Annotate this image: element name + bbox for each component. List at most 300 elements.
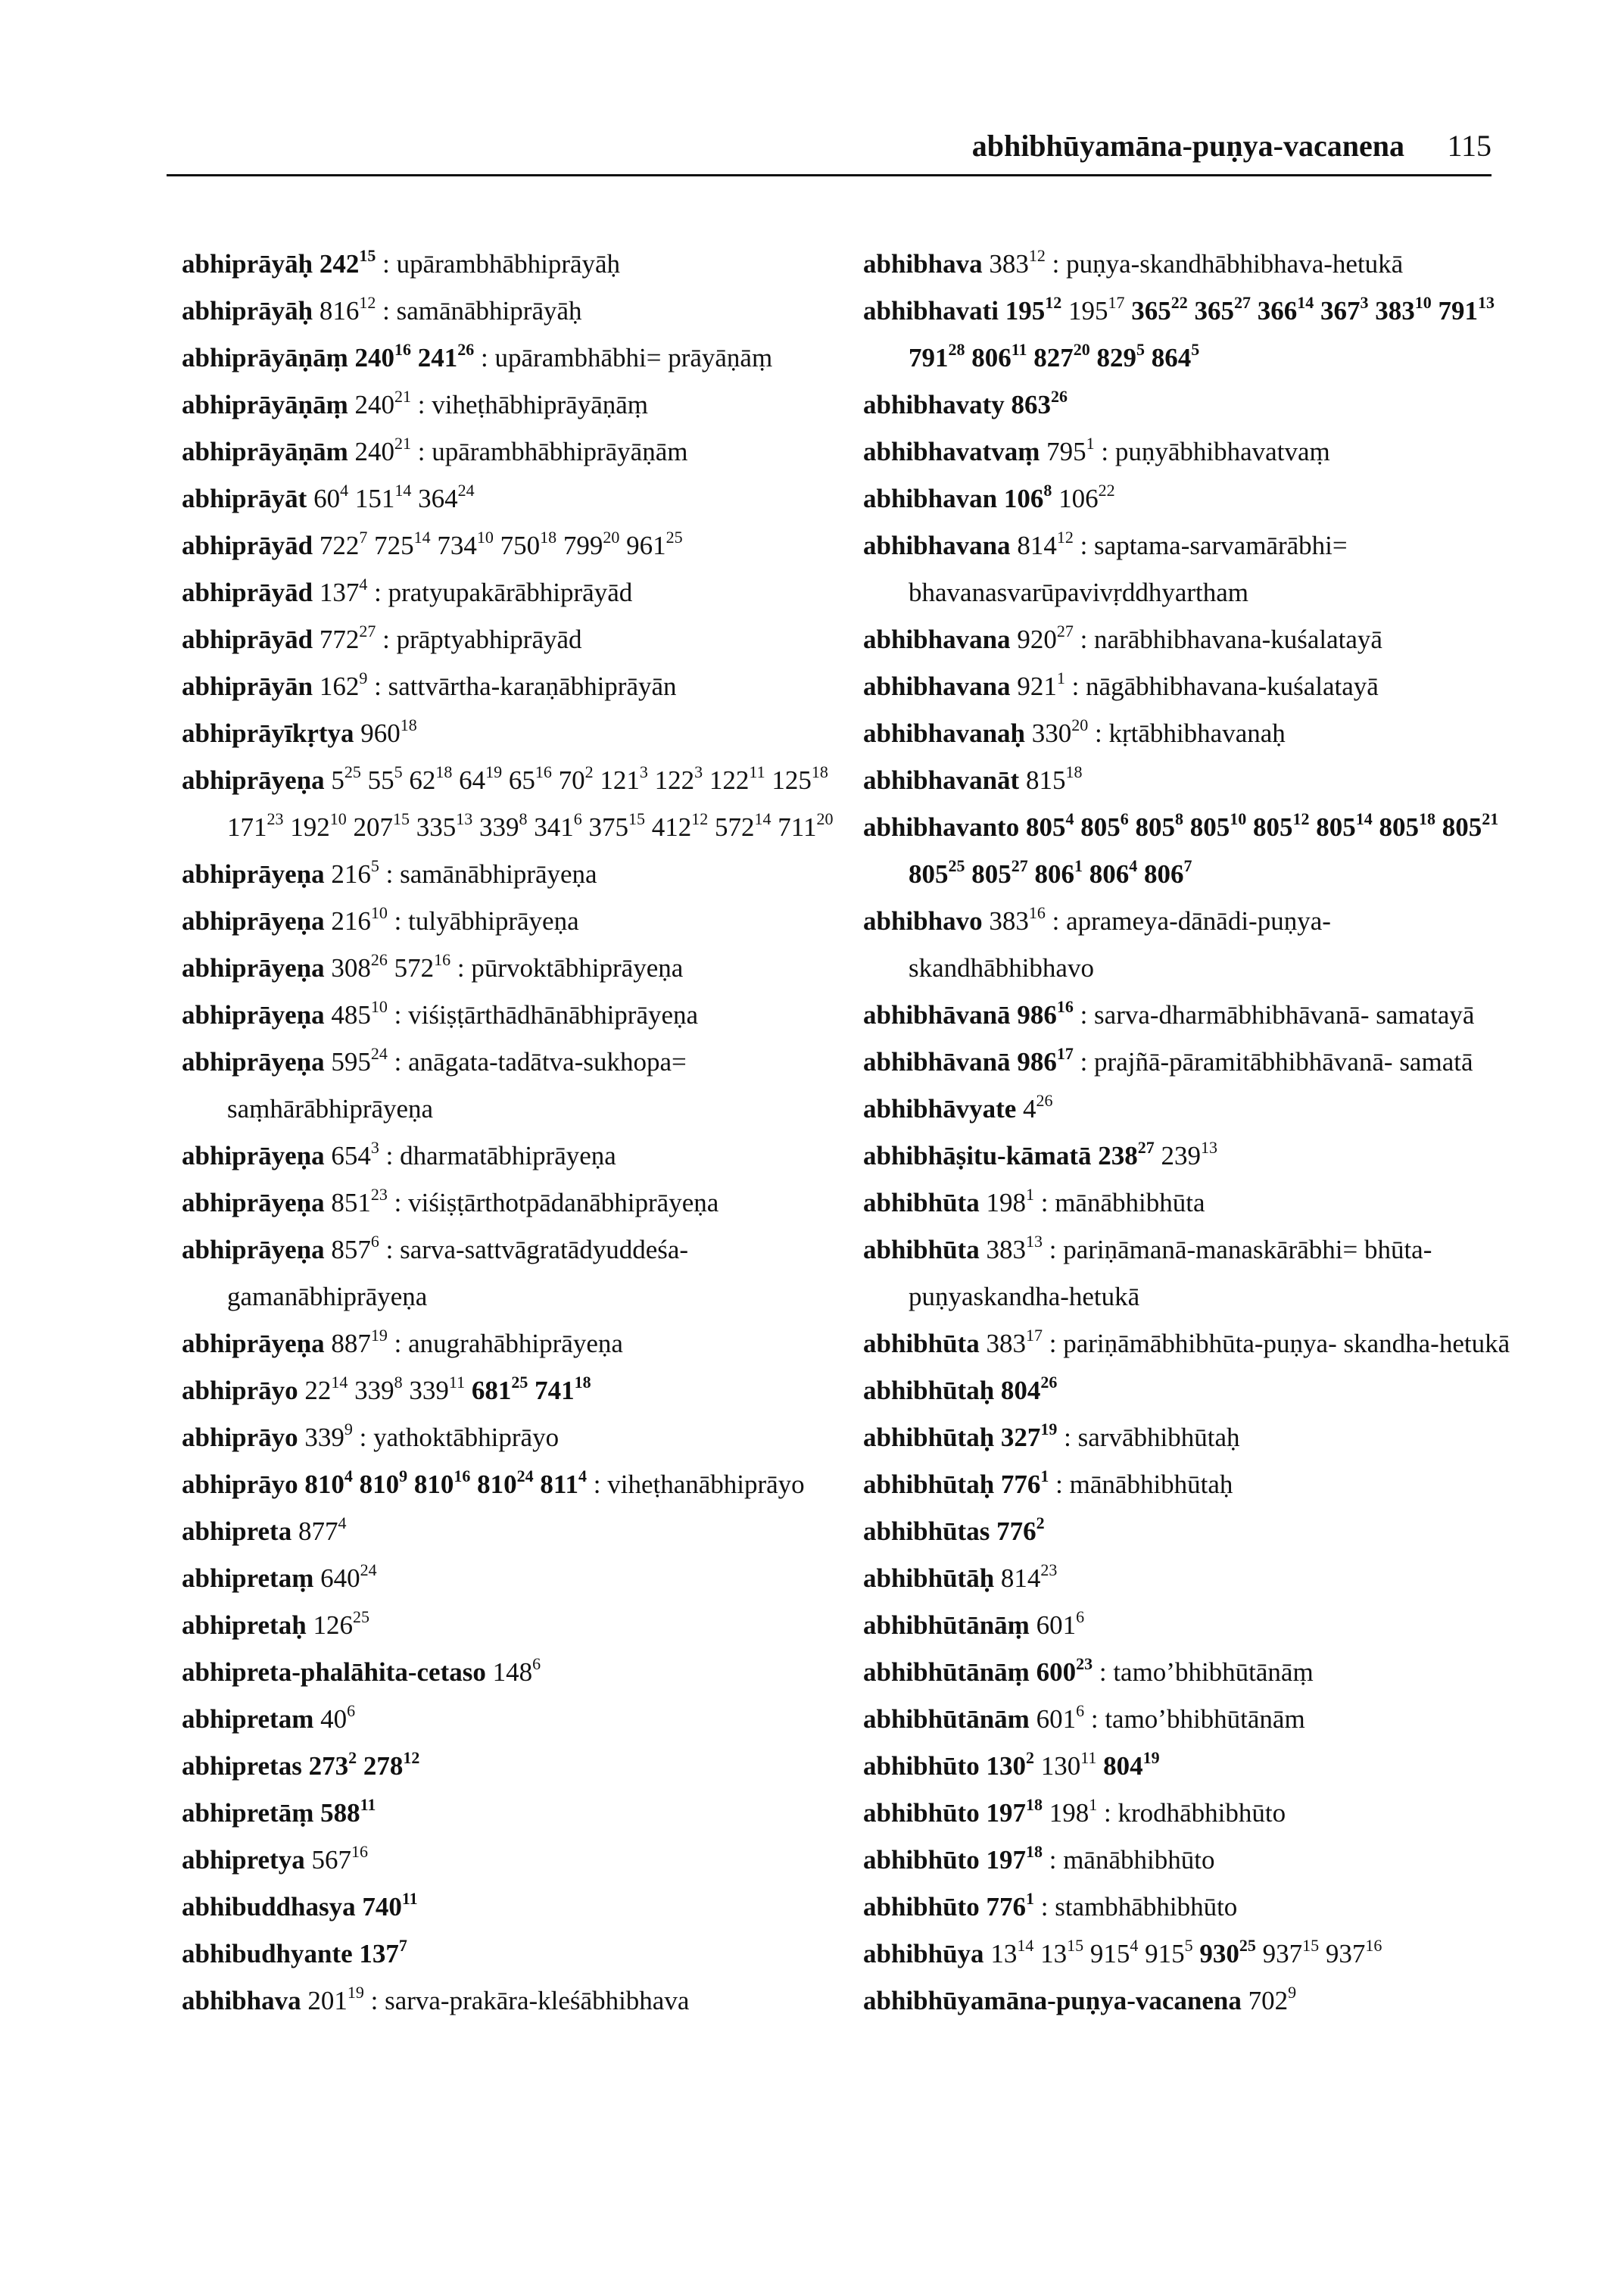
index-entry bbox=[863, 1978, 1514, 2024]
entry-headword: abhibhavana bbox=[863, 672, 1011, 701]
running-head: abhibhūyamāna-puṇya-vacanena bbox=[971, 129, 1404, 163]
index-entry bbox=[863, 804, 1514, 898]
page-reference: $804^{19}$ bbox=[1103, 1748, 1160, 1781]
entry-headword: abhibhavatvaṃ bbox=[863, 437, 1040, 466]
page-reference: $986^{16}$ bbox=[1017, 997, 1074, 1030]
page-reference: $198^1$ bbox=[986, 1185, 1034, 1217]
page-reference: $367^3$ bbox=[1320, 293, 1369, 326]
index-entry: abhiprāyeṇa $654^3$ : dharmatābhiprāyeṇa bbox=[182, 1138, 616, 1170]
entry-headword: abhibhūtaḥ bbox=[863, 1423, 995, 1452]
page-reference: $242^{15}$ bbox=[319, 246, 376, 279]
index-entry: abhibhūta $383^{17}$ : pariṇāmābhibhūta-puṇya- skandha-hetukā bbox=[863, 1326, 1510, 1358]
entry-headword: abhiprāyāt bbox=[182, 484, 307, 513]
entry-headword: abhibhāvanā bbox=[863, 1047, 1011, 1077]
index-entry bbox=[863, 1508, 1514, 1555]
index-entry: abhibhūto $197^{18}$ : mānābhibhūto bbox=[863, 1842, 1215, 1875]
page-reference: $365^{22}$ bbox=[1131, 293, 1188, 326]
index-entry: abhiprāyāṇām $240^{21}$ : upārambhābhiprāyāṇām bbox=[182, 434, 688, 466]
page-reference: $741^{18}$ bbox=[535, 1373, 591, 1405]
page-reference: $600^{23}$ bbox=[1036, 1654, 1093, 1687]
index-entry bbox=[182, 710, 863, 757]
entry-headword: abhipretaḥ bbox=[182, 1610, 307, 1640]
page-reference: $240^{21}$ bbox=[354, 434, 412, 466]
page-reference: $121^3$ bbox=[600, 762, 648, 795]
page-header bbox=[167, 121, 1492, 176]
page-reference: $171^{23}$ bbox=[227, 809, 284, 842]
entry-gloss: tamo’bhibhūtānāṃ bbox=[1113, 1657, 1314, 1687]
entry-headword: abhibhavanaḥ bbox=[863, 718, 1026, 748]
index-entry: abhiprāyāṇāṃ $240^{16}$ $241^{26}$ : upārambhābhi= prāyāṇāṃ bbox=[182, 340, 773, 372]
entry-headword: abhiprāyāḥ bbox=[182, 249, 313, 279]
entry-headword: abhiprāyīkṛtya bbox=[182, 718, 354, 748]
index-entry: abhiprāyo $810^4$ $810^9$ $810^{16}$ $810^{24}$ $811^4$ : viheṭhanābhiprāyo bbox=[182, 1466, 805, 1499]
index-entry: abhibhūtānāṃ $600^{23}$ : tamo’bhibhūtānāṃ bbox=[863, 1654, 1314, 1687]
page-reference: $106^{22}$ bbox=[1058, 481, 1115, 513]
page-reference: $239^{13}$ bbox=[1161, 1138, 1217, 1170]
entry-gloss: sarvābhibhūtaḥ bbox=[1077, 1423, 1240, 1452]
entry-headword: abhibhūta bbox=[863, 1329, 980, 1358]
index-entry: abhiprāyād $137^4$ : pratyupakārābhiprāyād bbox=[182, 575, 633, 607]
page-reference: $776^1$ bbox=[986, 1889, 1034, 1922]
entry-gloss: yathoktābhiprāyo bbox=[373, 1423, 560, 1452]
page-reference: $814^{23}$ bbox=[1000, 1560, 1058, 1593]
entry-gloss: anāgata-tadātva-sukhopa= saṃhārābhiprāyeṇa bbox=[227, 1047, 687, 1124]
entry-headword: abhibhūto bbox=[863, 1798, 980, 1828]
index-entry bbox=[182, 522, 863, 569]
index-entry: abhibhava $383^{12}$ : puṇya-skandhābhibhava-hetukā bbox=[863, 246, 1404, 279]
entry-headword: abhibhavanto bbox=[863, 812, 1020, 842]
index-entry: abhiprāyān $162^9$ : sattvārtha-karaṇābhiprāyān bbox=[182, 669, 677, 701]
entry-gloss: samānābhiprāyāḥ bbox=[396, 296, 582, 326]
page-reference: $341^6$ bbox=[534, 809, 582, 842]
index-entry: abhiprāyeṇa $216^5$ : samānābhiprāyeṇa bbox=[182, 856, 597, 889]
index-entry: abhiprāyeṇa $857^6$ : sarva-sattvāgratādyuddeśa- gamanābhiprāyeṇa bbox=[182, 1232, 689, 1311]
entry-gloss: pariṇāmābhibhūta-puṇya- skandha-hetukā bbox=[1063, 1329, 1510, 1358]
entry-headword: abhiprāyo bbox=[182, 1470, 298, 1499]
entry-gloss: tulyābhiprāyeṇa bbox=[408, 906, 579, 936]
entry-gloss: sarva-prakāra-kleśābhibhava bbox=[385, 1986, 690, 2015]
page-reference: $816^{12}$ bbox=[319, 293, 376, 326]
page-reference: $13^{14}$ bbox=[990, 1936, 1034, 1968]
page-reference: $201^{19}$ bbox=[307, 1983, 364, 2015]
right-column bbox=[863, 241, 1514, 2024]
page-reference: $207^{15}$ bbox=[353, 809, 410, 842]
index-entry: abhibhūta $198^1$ : mānābhibhūta bbox=[863, 1185, 1205, 1217]
entry-headword: abhibhūto bbox=[863, 1892, 980, 1922]
index-entry: abhiprāyeṇa $595^{24}$ : anāgata-tadātva-sukhopa= saṃhārābhiprāyeṇa bbox=[182, 1044, 687, 1124]
page-reference: $863^{26}$ bbox=[1011, 387, 1068, 419]
page-reference: $273^2$ bbox=[308, 1748, 357, 1781]
page-reference: $383^{12}$ bbox=[989, 246, 1046, 279]
index-entry bbox=[863, 1086, 1514, 1133]
entry-headword: abhibhāṣitu-kāmatā bbox=[863, 1141, 1092, 1170]
index-entry bbox=[182, 1837, 863, 1884]
index-entry: abhibhāvanā $986^{16}$ : sarva-dharmābhibhāvanā- samatayā bbox=[863, 997, 1475, 1030]
entry-gloss: stambhābhibhūto bbox=[1055, 1892, 1238, 1922]
page-reference: $13^{15}$ bbox=[1040, 1936, 1084, 1968]
entry-headword: abhipretāṃ bbox=[182, 1798, 314, 1828]
page-reference: $55^5$ bbox=[367, 762, 403, 795]
entry-headword: abhiprāyāṇāṃ bbox=[182, 343, 348, 372]
entry-gloss: krodhābhibhūto bbox=[1117, 1798, 1286, 1828]
entry-headword: abhipreta bbox=[182, 1516, 292, 1546]
entry-headword: abhibhūtaḥ bbox=[863, 1470, 995, 1499]
entry-headword: abhibhūtānām bbox=[863, 1704, 1030, 1734]
index-entry bbox=[863, 1931, 1514, 1978]
entry-headword: abhibhāvyate bbox=[863, 1094, 1017, 1124]
entry-gloss: upārambhābhiprāyāṇām bbox=[432, 437, 688, 466]
entry-headword: abhiprāyāṇām bbox=[182, 437, 348, 466]
page-reference: $339^8$ bbox=[479, 809, 528, 842]
entry-headword: abhipretas bbox=[182, 1751, 302, 1781]
entry-gloss: prajñā-pāramitābhibhāvanā- samatā bbox=[1094, 1047, 1473, 1077]
entry-gloss: sattvārtha-karaṇābhiprāyān bbox=[388, 672, 677, 701]
page-reference: $588^{11}$ bbox=[320, 1795, 376, 1828]
page-reference: $776^1$ bbox=[1000, 1466, 1049, 1499]
index-entry bbox=[863, 382, 1514, 429]
page-reference: $601^6$ bbox=[1036, 1607, 1085, 1640]
index-entry: abhiprāyeṇa $485^{10}$ : viśiṣṭārthādhānābhiprāyeṇa bbox=[182, 997, 699, 1030]
entry-gloss: viheṭhanābhiprāyo bbox=[607, 1470, 805, 1499]
page-reference: $485^{10}$ bbox=[331, 997, 388, 1030]
entry-gloss: tamo’bhibhūtānām bbox=[1105, 1704, 1305, 1734]
entry-headword: abhibhūtas bbox=[863, 1516, 990, 1546]
page-reference: $130^{11}$ bbox=[1040, 1748, 1097, 1781]
index-entry bbox=[182, 1743, 863, 1790]
page-reference: $711^{20}$ bbox=[778, 809, 834, 842]
entry-gloss: prāptyabhiprāyād bbox=[396, 625, 582, 654]
index-entry: abhiprāyeṇa $308^{26}$ $572^{16}$ : pūrvoktābhiprāyeṇa bbox=[182, 950, 684, 983]
entry-headword: abhiprāyād bbox=[182, 531, 313, 560]
page-reference: $915^4$ bbox=[1089, 1936, 1139, 1968]
page-reference: $805^4$ bbox=[1025, 809, 1074, 842]
index-entry bbox=[182, 1696, 863, 1743]
page-reference: $366^{14}$ bbox=[1257, 293, 1314, 326]
entry-gloss: sarva-sattvāgratādyuddeśa- gamanābhiprāyeṇa bbox=[227, 1235, 689, 1311]
page-reference: $887^{19}$ bbox=[331, 1326, 388, 1358]
entry-headword: abhibhavana bbox=[863, 531, 1011, 560]
entry-headword: abhibudhyante bbox=[182, 1939, 353, 1968]
index-entry: abhiprāyeṇa $216^{10}$ : tulyābhiprāyeṇa bbox=[182, 903, 579, 936]
entry-headword: abhipreta-phalāhita-cetaso bbox=[182, 1657, 486, 1687]
index-entry bbox=[863, 1367, 1514, 1414]
page-reference: $920^{27}$ bbox=[1017, 622, 1074, 654]
entry-headword: abhipretaṃ bbox=[182, 1563, 314, 1593]
index-entry: abhibhavana $920^{27}$ : narābhibhavana-kuśalatayā bbox=[863, 622, 1382, 654]
entry-gloss: kṛtābhibhavanaḥ bbox=[1108, 718, 1286, 748]
index-entry bbox=[182, 1367, 863, 1414]
page-reference: $238^{27}$ bbox=[1098, 1138, 1155, 1170]
entry-headword: abhibhava bbox=[182, 1986, 301, 2015]
entry-gloss: puṇyābhibhavatvaṃ bbox=[1114, 437, 1330, 466]
index-entry: abhiprāyo $339^9$ : yathoktābhiprāyo bbox=[182, 1420, 560, 1452]
page-reference: $806^4$ bbox=[1089, 856, 1138, 889]
page-reference: $383^{13}$ bbox=[986, 1232, 1043, 1264]
entry-headword: abhiprāyo bbox=[182, 1423, 298, 1452]
index-entry bbox=[182, 1508, 863, 1555]
entry-gloss: nāgābhibhavana-kuśalatayā bbox=[1086, 672, 1379, 701]
page-reference: $339^9$ bbox=[304, 1420, 353, 1452]
page-reference: $857^6$ bbox=[331, 1232, 379, 1264]
page-reference: $740^{11}$ bbox=[362, 1889, 418, 1922]
index-entry bbox=[863, 1602, 1514, 1649]
entry-headword: abhiprāyād bbox=[182, 625, 313, 654]
page-reference: $722^7$ bbox=[319, 528, 368, 560]
page-reference: $137^7$ bbox=[359, 1936, 407, 1968]
page-reference: $986^{17}$ bbox=[1017, 1044, 1074, 1077]
entry-headword: abhibhūtaḥ bbox=[863, 1376, 995, 1405]
entry-headword: abhibhūto bbox=[863, 1845, 980, 1875]
page-reference: $805^{27}$ bbox=[971, 856, 1028, 889]
entry-headword: abhibhūta bbox=[863, 1235, 980, 1264]
page-reference: $339^8$ bbox=[354, 1373, 403, 1405]
entry-headword: abhibhavan bbox=[863, 484, 998, 513]
index-entry: abhiprāyāḥ $816^{12}$ : samānābhiprāyāḥ bbox=[182, 293, 582, 326]
entry-headword: abhibhūta bbox=[863, 1188, 980, 1217]
page-reference: $60^4$ bbox=[313, 481, 349, 513]
page-reference: $640^{24}$ bbox=[320, 1560, 377, 1593]
page-reference: $877^4$ bbox=[298, 1513, 347, 1546]
index-entry bbox=[182, 1790, 863, 1837]
page-reference: $805^6$ bbox=[1080, 809, 1129, 842]
entry-headword: abhibhūtāḥ bbox=[863, 1563, 995, 1593]
index-entry: abhibhūta $383^{13}$ : pariṇāmanā-manaskārābhi= bhūta-puṇyaskandha-hetukā bbox=[863, 1232, 1432, 1311]
entry-headword: abhiprāyeṇa bbox=[182, 1141, 325, 1170]
index-entry: abhibhavo $383^{16}$ : aprameya-dānādi-puṇya- skandhābhibhavo bbox=[863, 903, 1331, 983]
page-reference: $810^9$ bbox=[359, 1466, 408, 1499]
index-entry: abhibhūtānām $601^6$ : tamo’bhibhūtānām bbox=[863, 1701, 1305, 1734]
index-entry: abhibhūto $197^{18}$ $198^1$ : krodhābhibhūto bbox=[863, 1795, 1286, 1828]
page-reference: $776^2$ bbox=[996, 1513, 1045, 1546]
page-reference: $791^{13}$ bbox=[1438, 293, 1495, 326]
index-entry bbox=[182, 1602, 863, 1649]
page-reference: $375^{15}$ bbox=[588, 809, 645, 842]
page-reference: $125^{18}$ bbox=[771, 762, 828, 795]
page-reference: $197^{18}$ bbox=[986, 1842, 1043, 1875]
entry-headword: abhiprāyeṇa bbox=[182, 906, 325, 936]
page-reference: $772^{27}$ bbox=[319, 622, 376, 654]
page-reference: $811^4$ bbox=[540, 1466, 587, 1499]
index-entry: abhiprāyād $772^{27}$ : prāptyabhiprāyād bbox=[182, 622, 582, 654]
index-entry: abhibhūtaḥ $327^{19}$ : sarvābhibhūtaḥ bbox=[863, 1420, 1240, 1452]
page-reference: $921^1$ bbox=[1017, 669, 1065, 701]
page-reference: $126^{25}$ bbox=[313, 1607, 369, 1640]
entry-gloss: aprameya-dānādi-puṇya- skandhābhibhavo bbox=[909, 906, 1331, 983]
entry-gloss: upārambhābhiprāyāḥ bbox=[396, 249, 621, 279]
page-reference: $805^{21}$ bbox=[1442, 809, 1499, 842]
index-entry bbox=[182, 1931, 863, 1978]
entry-headword: abhibhavati bbox=[863, 296, 999, 326]
entry-gloss: viheṭhābhiprāyāṇāṃ bbox=[432, 390, 648, 419]
page-reference: $805^8$ bbox=[1135, 809, 1183, 842]
page-reference: $216^{10}$ bbox=[331, 903, 388, 936]
page-reference: $806^7$ bbox=[1144, 856, 1192, 889]
entry-headword: abhibhāvanā bbox=[863, 1000, 1011, 1030]
entry-headword: abhipretam bbox=[182, 1704, 314, 1734]
page-reference: $365^{27}$ bbox=[1194, 293, 1251, 326]
index-entry: abhibhavanaḥ $330^{20}$ : kṛtābhibhavanaḥ bbox=[863, 715, 1286, 748]
page-reference: $241^{26}$ bbox=[417, 340, 475, 372]
page-reference: $937^{15}$ bbox=[1262, 1936, 1320, 1968]
index-entry bbox=[182, 1555, 863, 1602]
page-reference: $192^{10}$ bbox=[290, 809, 347, 842]
entry-headword: abhiprāyeṇa bbox=[182, 1000, 325, 1030]
entry-headword: abhiprāyeṇa bbox=[182, 1188, 325, 1217]
entry-headword: abhiprāyeṇa bbox=[182, 765, 325, 795]
index-entry: abhiprāyeṇa $851^{23}$ : viśiṣṭārthotpādanābhiprāyeṇa bbox=[182, 1185, 719, 1217]
index-entry bbox=[863, 1133, 1514, 1180]
entry-headword: abhibhava bbox=[863, 249, 983, 279]
page-reference: $702^9$ bbox=[1248, 1983, 1297, 2015]
page-reference: $364^{24}$ bbox=[418, 481, 475, 513]
page-reference: $572^{14}$ bbox=[715, 809, 771, 842]
index-entry: abhiprāyāḥ $242^{15}$ : upārambhābhiprāyāḥ bbox=[182, 246, 621, 279]
index-entry: abhibhavana $814^{12}$ : saptama-sarvamārābhi= bhavanasvarūpavivṛddhyartham bbox=[863, 528, 1348, 607]
page-reference: $278^{12}$ bbox=[363, 1748, 420, 1781]
page-reference: $572^{16}$ bbox=[394, 950, 451, 983]
page-reference: $960^{18}$ bbox=[360, 715, 417, 748]
entry-headword: abhiprāyāḥ bbox=[182, 296, 313, 326]
page-reference: $22^{14}$ bbox=[304, 1373, 348, 1405]
page-reference: $327^{19}$ bbox=[1000, 1420, 1058, 1452]
page-reference: $240^{21}$ bbox=[354, 387, 412, 419]
entry-headword: abhipretya bbox=[182, 1845, 305, 1875]
page-reference: $601^6$ bbox=[1036, 1701, 1085, 1734]
entry-headword: abhibhavaty bbox=[863, 390, 1005, 419]
index-entry bbox=[182, 1884, 863, 1931]
page-reference: $810^{24}$ bbox=[477, 1466, 534, 1499]
page-reference: $330^{20}$ bbox=[1031, 715, 1089, 748]
entry-gloss: anugrahābhiprāyeṇa bbox=[408, 1329, 623, 1358]
entry-headword: abhibhavanāt bbox=[863, 765, 1020, 795]
page-reference: $805^{14}$ bbox=[1316, 809, 1373, 842]
page-reference: $804^{26}$ bbox=[1000, 1373, 1058, 1405]
index-entry: abhibhavana $921^1$ : nāgābhibhavana-kuśalatayā bbox=[863, 669, 1379, 701]
page-reference: $195^{12}$ bbox=[1005, 293, 1062, 326]
page-reference: $595^{24}$ bbox=[331, 1044, 388, 1077]
page-reference: $412^{12}$ bbox=[651, 809, 709, 842]
index-entry bbox=[182, 1649, 863, 1696]
entry-headword: abhibhūto bbox=[863, 1751, 980, 1781]
page-reference: $130^2$ bbox=[986, 1748, 1034, 1781]
page-reference: $795^1$ bbox=[1046, 434, 1095, 466]
page-reference: $62^{18}$ bbox=[409, 762, 453, 795]
entry-gloss: puṇya-skandhābhibhava-hetukā bbox=[1066, 249, 1404, 279]
page-reference: $5^{25}$ bbox=[331, 762, 361, 795]
page-reference: $198^1$ bbox=[1049, 1795, 1098, 1828]
page-reference: $805^{25}$ bbox=[909, 856, 965, 889]
page-reference: $308^{26}$ bbox=[331, 950, 388, 983]
index-entry bbox=[182, 475, 863, 522]
page-reference: $681^{25}$ bbox=[471, 1373, 528, 1405]
entry-headword: abhibhūtānāṃ bbox=[863, 1610, 1030, 1640]
page-reference: $383^{10}$ bbox=[1375, 293, 1432, 326]
entry-headword: abhiprāyeṇa bbox=[182, 859, 325, 889]
page-reference: $240^{16}$ bbox=[354, 340, 412, 372]
page-reference: $810^4$ bbox=[304, 1466, 353, 1499]
index-entry: abhibhāvanā $986^{17}$ : prajñā-pāramitābhibhāvanā- samatā bbox=[863, 1044, 1473, 1077]
page-reference: $40^6$ bbox=[320, 1701, 356, 1734]
entry-gloss: saptama-sarvamārābhi= bhavanasvarūpavivṛddhyartham bbox=[909, 531, 1348, 607]
page-reference: $734^{10}$ bbox=[437, 528, 494, 560]
entry-headword: abhibuddhasya bbox=[182, 1892, 356, 1922]
entry-headword: abhiprāyo bbox=[182, 1376, 298, 1405]
page-reference: $805^{10}$ bbox=[1189, 809, 1247, 842]
entry-headword: abhiprāyeṇa bbox=[182, 953, 325, 983]
page-reference: $915^5$ bbox=[1145, 1936, 1193, 1968]
page-reference: $814^{12}$ bbox=[1017, 528, 1074, 560]
entry-gloss: mānābhibhūta bbox=[1055, 1188, 1205, 1217]
page-reference: $806^1$ bbox=[1034, 856, 1083, 889]
page-reference: $725^{14}$ bbox=[374, 528, 431, 560]
page-reference: $197^{18}$ bbox=[986, 1795, 1043, 1828]
index-entry: abhibhūto $776^1$ : stambhābhibhūto bbox=[863, 1889, 1238, 1922]
index-entry bbox=[863, 1555, 1514, 1602]
page-reference: $827^{20}$ bbox=[1033, 340, 1090, 372]
entry-gloss: viśiṣṭārthotpādanābhiprāyeṇa bbox=[408, 1188, 719, 1217]
page-reference: $851^{23}$ bbox=[331, 1185, 388, 1217]
entry-headword: abhiprāyād bbox=[182, 578, 313, 607]
page-reference: $216^5$ bbox=[331, 856, 379, 889]
page-reference: $567^{16}$ bbox=[311, 1842, 368, 1875]
entry-gloss: sarva-dharmābhibhāvanā- samatayā bbox=[1094, 1000, 1475, 1030]
page-reference: $148^6$ bbox=[492, 1654, 541, 1687]
page-reference: $805^{12}$ bbox=[1252, 809, 1310, 842]
entry-gloss: upārambhābhi= prāyāṇāṃ bbox=[494, 343, 773, 372]
page-reference: $791^{28}$ bbox=[909, 340, 965, 372]
entry-headword: abhiprāyān bbox=[182, 672, 313, 701]
entry-headword: abhibhavana bbox=[863, 625, 1011, 654]
page-reference: $195^{17}$ bbox=[1068, 293, 1125, 326]
page-reference: $122^3$ bbox=[654, 762, 703, 795]
page-reference: $65^{16}$ bbox=[508, 762, 552, 795]
page-reference: $122^{11}$ bbox=[709, 762, 765, 795]
page-reference: $810^{16}$ bbox=[413, 1466, 471, 1499]
page-reference: $805^{18}$ bbox=[1379, 809, 1435, 842]
entry-gloss: samānābhiprāyeṇa bbox=[400, 859, 597, 889]
page-reference: $937^{16}$ bbox=[1325, 1936, 1382, 1968]
page-reference: $654^3$ bbox=[331, 1138, 379, 1170]
page-reference: $106^8$ bbox=[1003, 481, 1052, 513]
page-reference: $961^{25}$ bbox=[626, 528, 683, 560]
entry-headword: abhibhūtānāṃ bbox=[863, 1657, 1030, 1687]
index-entry bbox=[863, 757, 1514, 804]
page-reference: $750^{18}$ bbox=[500, 528, 557, 560]
page-reference: $151^{14}$ bbox=[354, 481, 412, 513]
entry-gloss: pariṇāmanā-manaskārābhi= bhūta-puṇyaskandha-hetukā bbox=[909, 1235, 1432, 1311]
index-entry: abhiprāyāṇāṃ $240^{21}$ : viheṭhābhiprāyāṇāṃ bbox=[182, 387, 648, 419]
entry-gloss: viśiṣṭārthādhānābhiprāyeṇa bbox=[408, 1000, 699, 1030]
entry-gloss: pratyupakārābhiprāyād bbox=[388, 578, 633, 607]
page-reference: $930^{25}$ bbox=[1199, 1936, 1256, 1968]
page-reference: $70^2$ bbox=[558, 762, 594, 795]
index-entry bbox=[863, 475, 1514, 522]
index-entry: abhibhūtaḥ $776^1$ : mānābhibhūtaḥ bbox=[863, 1466, 1233, 1499]
page-reference: $383^{16}$ bbox=[989, 903, 1046, 936]
entry-headword: abhibhavo bbox=[863, 906, 983, 936]
entry-headword: abhiprāyeṇa bbox=[182, 1329, 325, 1358]
index-entry: abhibhava $201^{19}$ : sarva-prakāra-kleśābhibhava bbox=[182, 1983, 690, 2015]
entry-headword: abhiprāyāṇāṃ bbox=[182, 390, 348, 419]
page-reference: $4^{26}$ bbox=[1023, 1091, 1053, 1124]
page-reference: $829^5$ bbox=[1096, 340, 1146, 372]
entry-gloss: dharmatābhiprāyeṇa bbox=[400, 1141, 616, 1170]
index-entry bbox=[182, 757, 863, 851]
index-entry bbox=[863, 1743, 1514, 1790]
page-number: 115 bbox=[1447, 129, 1492, 163]
index-entry: abhibhavatvaṃ $795^1$ : puṇyābhibhavatvaṃ bbox=[863, 434, 1330, 466]
page-reference: $162^9$ bbox=[319, 669, 368, 701]
